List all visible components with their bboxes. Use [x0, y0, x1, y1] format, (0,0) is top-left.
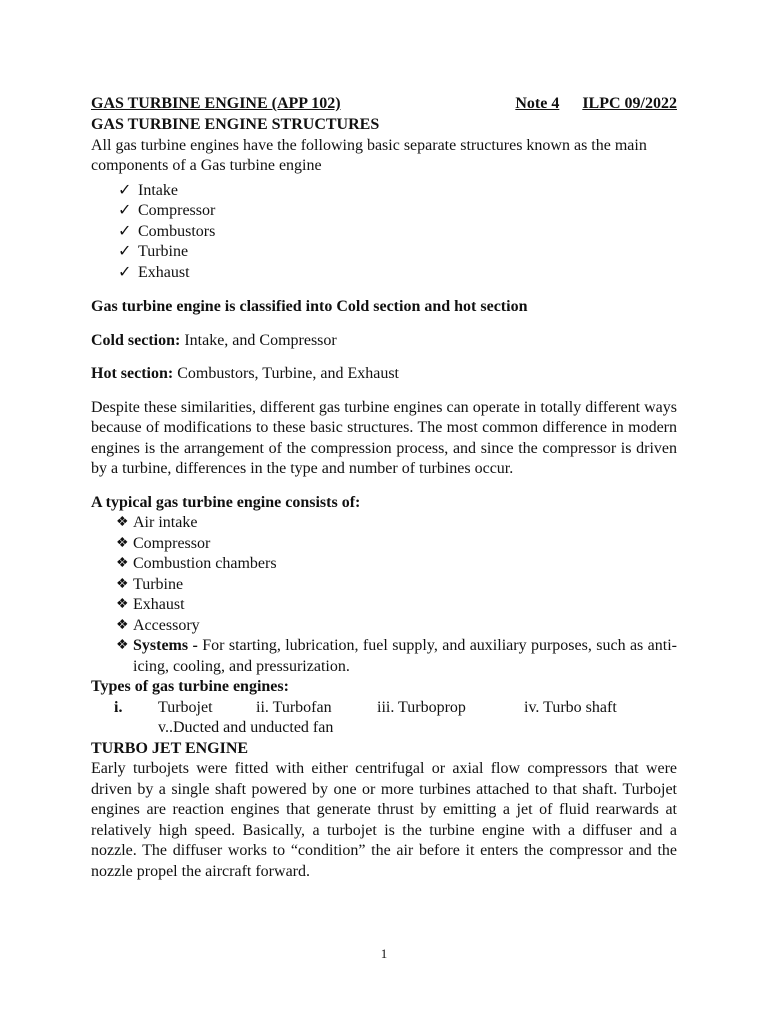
list-item: ❖ Turbine: [91, 575, 677, 596]
diamond-bullet-icon: ❖: [116, 515, 129, 530]
diamond-bullet-icon: ❖: [116, 576, 129, 592]
course-title: GAS TURBINE ENGINE (APP 102): [91, 95, 341, 112]
similarities-paragraph: Despite these similarities, different gas turbine engines can operate in totally different ways because of modifications to these basic structures. The most common difference in modern engines is the arrangement of the compression process, and since the compressor is driven by a turbine, differences in the type and number of turbines occur.: [91, 398, 677, 477]
check-icon: ✓: [118, 202, 132, 219]
typical-list: [91, 513, 677, 677]
header-meta: [515, 94, 677, 115]
diamond-bullet-icon: ❖: [116, 535, 129, 551]
check-icon: ✓: [118, 263, 132, 281]
hot-section: Hot section: Combustors, Turbine, and Exhaust: [91, 365, 399, 382]
list-item: ❖ Systems - For starting, lubrication, fuel supply, and auxiliary purposes, such as anti-icing, cooling, and pressurization.: [91, 636, 677, 677]
diamond-bullet-icon: ❖: [116, 638, 129, 653]
list-item: ✓ Exhaust: [91, 263, 677, 284]
list-item: ❖ Combustion chambers: [91, 554, 677, 575]
page-number: 1: [380, 946, 388, 961]
list-item: ❖ Air intake: [91, 513, 677, 534]
course-code: ILPC 09/2022: [582, 95, 677, 112]
turbojet-heading: TURBO JET ENGINE: [91, 739, 249, 757]
diamond-bullet-icon: ❖: [116, 617, 129, 633]
list-item: ✓ Combustors: [91, 222, 677, 243]
check-icon: ✓: [118, 243, 132, 260]
types-heading: Types of gas turbine engines:: [91, 678, 289, 695]
classification-heading: Gas turbine engine is classified into Cold section and hot section: [91, 298, 528, 315]
components-list: [91, 181, 677, 284]
page-header: [91, 94, 677, 115]
list-item: ✓ Intake: [91, 181, 677, 202]
check-icon: ✓: [118, 181, 132, 199]
diamond-bullet-icon: ❖: [116, 556, 129, 571]
note-number: Note 4: [515, 95, 560, 112]
list-item: ❖ Accessory: [91, 616, 677, 637]
document-body: [91, 115, 677, 882]
cold-section: Cold section: Intake, and Compressor: [91, 331, 337, 349]
check-icon: ✓: [118, 222, 132, 240]
list-item: ✓ Compressor: [91, 201, 677, 222]
engine-types-row-2: v..Ducted and unducted fan: [158, 719, 334, 736]
section-title: GAS TURBINE ENGINE STRUCTURES: [91, 116, 380, 133]
list-item: ✓ Turbine: [91, 242, 677, 263]
turbojet-paragraph: Early turbojets were fitted with either centrifugal or axial flow compressors that were driven by a single shaft powered by one or more turbines attached to that shaft. Turbojet engines are reaction engines that generate thrust by emitting a jet of fluid rearwards at relatively high speed. Basically, a turbojet is the turbine engine with a diffuser and a nozzle. The diffuser works to “condition” the air before it enters the compressor and the nozzle propel the aircraft forward.: [91, 760, 677, 880]
intro-paragraph: All gas turbine engines have the following basic separate structures known as the main components of a Gas turbine engine: [91, 136, 647, 174]
typical-heading: A typical gas turbine engine consists of:: [91, 493, 361, 511]
list-item: ❖ Exhaust: [91, 595, 677, 616]
list-item: ❖ Compressor: [91, 534, 677, 555]
diamond-bullet-icon: ❖: [116, 597, 129, 612]
engine-types-row: i. Turbojet ii. Turbofan iii. Turboprop iv. Turbo shaft: [114, 698, 617, 716]
